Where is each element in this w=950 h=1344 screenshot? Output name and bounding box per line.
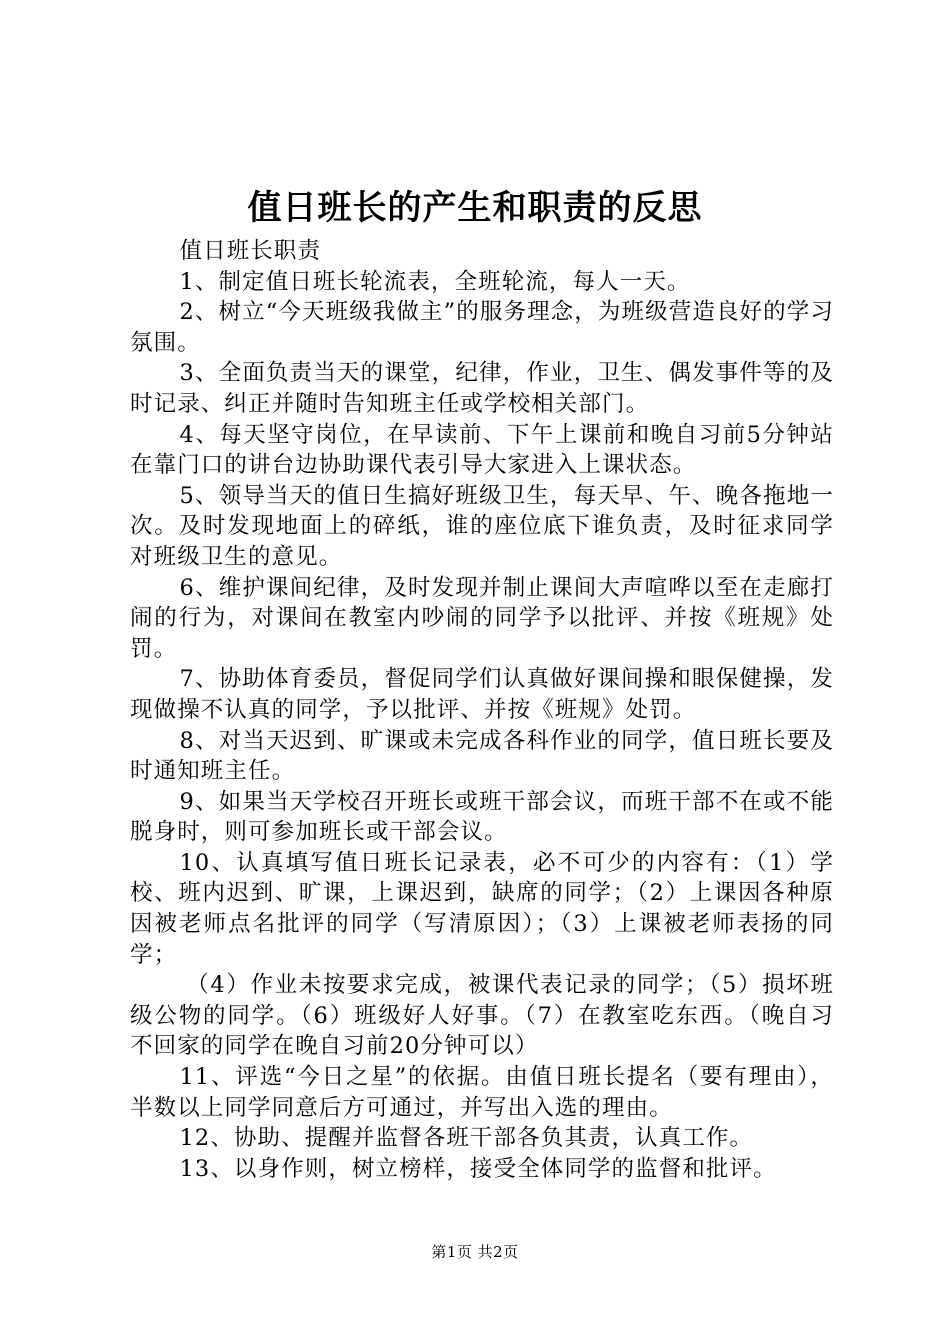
paragraph-heading: 值日班长职责 — [179, 238, 322, 264]
document-body — [130, 236, 834, 1184]
paragraph-item-2: 2、树立“今天班级我做主”的服务理念，为班级营造良好的学习氛围。 — [130, 299, 834, 356]
paragraph-item-7: 7、协助体育委员，督促同学们认真做好课间操和眼保健操，发现做操不认真的同学，予以批评、并按《班规》处罚。 — [130, 666, 834, 723]
paragraph-item-8: 8、对当天迟到、旷课或未完成各科作业的同学，值日班长要及时通知班主任。 — [130, 727, 834, 785]
paragraph-item-3: 3、全面负责当天的课堂，纪律，作业，卫生、偶发事件等的及时记录、纠正并随时告知班主任或学校相关部门。 — [130, 360, 834, 417]
paragraph-item-13: 13、以身作则，树立榜样，接受全体同学的监督和批评。 — [179, 1155, 777, 1182]
paragraph-item-9: 9、如果当天学校召开班长或班干部会议，而班干部不在或不能脱身时，则可参加班长或干部会议。 — [130, 788, 834, 846]
document-title: 值日班长的产生和职责的反思 — [247, 188, 703, 228]
paragraph-item-11: 11、评选“今日之星”的依据。由值日班长提名（要有理由），半数以上同学同意后方可通过，并写出入选的理由。 — [130, 1064, 834, 1121]
paragraph-item-12: 12、协助、提醒并监督各班干部各负其责，认真工作。 — [179, 1125, 754, 1152]
paragraph-item-4: 4、每天坚守岗位，在早读前、下午上课前和晚自习前5分钟站在靠门口的讲台边协助课代表引导大家进入上课状态。 — [130, 421, 834, 479]
paragraph-item-1: 1、制定值日班长轮流表，全班轮流，每人一天。 — [179, 268, 691, 295]
paragraph-item-5: 5、领导当天的值日生搞好班级卫生，每天早、午、晚各拖地一次。及时发现地面上的碎纸，谁的座位底下谁负责，及时征求同学对班级卫生的意见。 — [130, 482, 834, 570]
paragraph-item-6: 6、维护课间纪律，及时发现并制止课间大声喧哗以至在走廊打闹的行为，对课间在教室内吵闹的同学予以批评、并按《班规》处罚。 — [130, 574, 834, 662]
paragraph-item-10-continued: （4）作业未按要求完成，被课代表记录的同学；（5）损坏班级公物的同学。（6）班级好人好事。（7）在教室吃东西。（晚自习不回家的同学在晚自习前20分钟可以） — [130, 972, 834, 1060]
page-footer: 第1页 共2页 — [431, 1243, 519, 1261]
paragraph-item-10: 10、认真填写值日班长记录表，必不可少的内容有：（1）学校、班内迟到、旷课，上课迟到，缺席的同学；（2）上课因各种原因被老师点名批评的同学（写清原因）；（3）上课被老师表扬的同学； — [130, 849, 834, 968]
